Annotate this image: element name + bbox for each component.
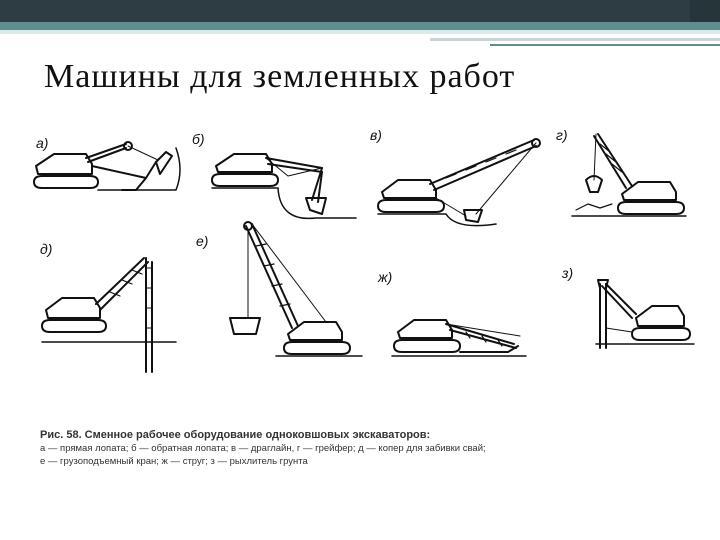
panel-h-cab — [636, 306, 684, 326]
label-d: г) — [556, 127, 568, 143]
caption-line-1: а — прямая лопата; б — обратная лопата; в — драглайн, г — грейфер; д — копер для забивки свай; — [40, 443, 486, 454]
panel-f-load — [230, 318, 260, 334]
panel-h-boom — [602, 284, 636, 318]
panel-a-rope — [128, 146, 158, 160]
panel-a-stick — [92, 162, 156, 190]
panel-g-boom — [446, 324, 516, 348]
slide-title: Машины для земленных работ — [44, 58, 516, 95]
panel-b-cab — [216, 154, 272, 172]
panel-b-ground — [212, 188, 356, 218]
panel-a-bucket — [156, 152, 172, 174]
label-g: ж) — [378, 269, 393, 285]
panel-c-cab — [382, 180, 436, 198]
panel-c-rope — [436, 143, 536, 216]
panel-b-stick — [312, 168, 322, 202]
label-c: в) — [370, 127, 382, 143]
panel-h-link — [606, 328, 632, 332]
header-teal-band — [0, 22, 720, 30]
header-accent-line-2 — [490, 44, 720, 46]
panel-a-boom — [86, 144, 126, 162]
label-e: д) — [40, 241, 53, 257]
header-light-band — [0, 30, 720, 34]
panel-b-track — [212, 174, 278, 186]
label-h: з) — [562, 265, 574, 281]
caption-line-2: е — грузоподъемный кран; ж — струг; з — рыхлитель грунта — [40, 456, 308, 467]
panel-g-scraper — [392, 320, 526, 356]
panel-c-boom — [430, 140, 536, 190]
panel-f-cab — [288, 322, 342, 340]
caption-heading: Рис. 58. Сменное рабочее оборудование одноковшовых экскаваторов: — [40, 429, 431, 441]
panel-f-crane — [230, 222, 362, 356]
panel-d-track — [618, 202, 684, 214]
panel-e-cab — [46, 298, 100, 318]
figure-caption — [40, 428, 600, 468]
panel-e-track — [42, 320, 106, 332]
panel-h-mast — [600, 284, 606, 348]
panel-b-bucket — [306, 198, 326, 214]
panel-c-lattice — [446, 150, 516, 178]
panel-e-pile-driver — [42, 258, 176, 372]
panel-c-dragline — [378, 139, 540, 226]
label-a: а) — [36, 135, 49, 151]
header-bar — [0, 0, 720, 24]
panel-d-rope — [594, 134, 596, 180]
excavator-figure — [26, 118, 696, 378]
panel-a-front-shovel — [34, 142, 180, 190]
panel-c-track — [378, 200, 444, 212]
panel-g-track — [394, 340, 460, 352]
panel-d-boom — [594, 134, 632, 188]
header-accent-line — [430, 38, 720, 41]
panel-d-lattice — [600, 144, 622, 172]
panel-g-cab — [398, 320, 452, 338]
label-f: е) — [196, 233, 209, 249]
panel-b-backhoe — [212, 154, 356, 218]
panel-d-pile — [576, 204, 612, 210]
panel-c-bucket — [464, 210, 482, 222]
header-dark-band — [0, 0, 720, 22]
header-corner-block — [690, 0, 720, 22]
panel-d-grab — [572, 134, 686, 216]
label-b: б) — [192, 131, 205, 147]
panel-e-mast — [146, 258, 152, 372]
panel-f-boom — [246, 224, 298, 328]
panel-a-track — [34, 176, 98, 188]
panel-h-track — [632, 328, 690, 340]
panel-e-boom — [96, 258, 148, 310]
panel-h-ripper — [596, 280, 694, 348]
panel-f-track — [284, 342, 350, 354]
panel-a-cab — [36, 154, 92, 174]
